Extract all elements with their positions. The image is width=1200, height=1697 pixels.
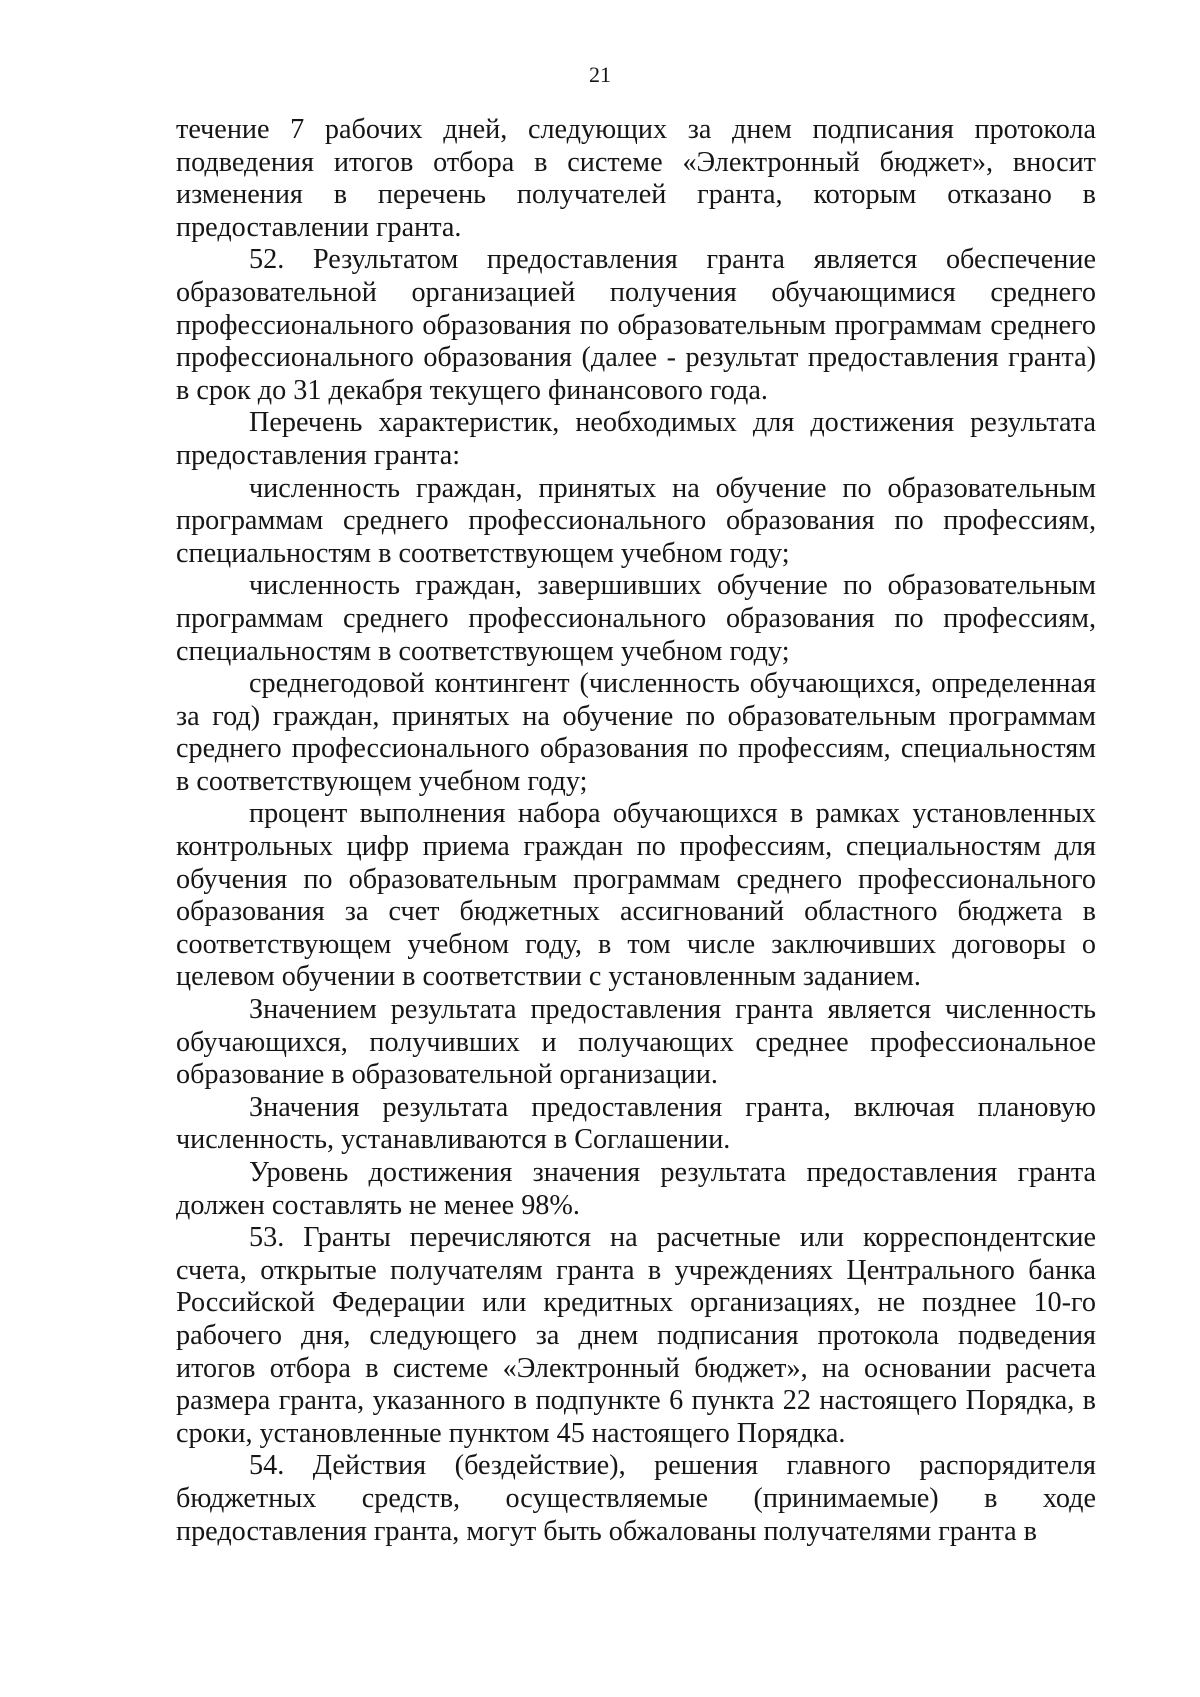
- paragraph-item-53: 53. Гранты перечисляются на расчетные или корреспондентские счета, открытые получателям гранта в учреждениях Центрального банка Российской Федерации или кредитных организациях, не позднее 10-го рабочего дня, следующего за днем подписания протокола подведения итогов отбора в системе «Электронный бюджет», на основании расчета размера гранта, указанного в подпункте 6 пункта 22 настоящего Порядка, в сроки, установленные пунктом 45 настоящего Порядка.: [176, 1222, 1096, 1449]
- document-body: [176, 114, 1096, 1548]
- paragraph-characteristic-graduated: численность граждан, завершивших обучение по образовательным программам среднего профессионального образования по профессиям, специальностям в соответствующем учебном году;: [176, 570, 1096, 667]
- paragraph-characteristic-enrollment-percent: процент выполнения набора обучающихся в рамках установленных контрольных цифр приема граждан по профессиям, специальностям для обучения по образовательным программам среднего профессионального образования за счет бюджетных ассигнований областного бюджета в соответствующем учебном году, в том числе заключивших договоры о целевом обучении в соответствии с установленным заданием.: [176, 798, 1096, 993]
- paragraph-result-values-agreement: Значения результата предоставления гранта, включая плановую численность, устанавливаются в Соглашении.: [176, 1091, 1096, 1156]
- paragraph-item-54: 54. Действия (бездействие), решения главного распорядителя бюджетных средств, осуществляемые (принимаемые) в ходе предоставления гранта, могут быть обжалованы получателями гранта в: [176, 1450, 1096, 1547]
- paragraph-characteristic-average-contingent: среднегодовой контингент (численность обучающихся, определенная за год) граждан, принятых на обучение по образовательным программам среднего профессионального образования по профессиям, специальностям в соответствующем учебном году;: [176, 668, 1096, 797]
- paragraph-continuation: течение 7 рабочих дней, следующих за днем подписания протокола подведения итогов отбора в системе «Электронный бюджет», вносит изменения в перечень получателей гранта, которым отказано в предоставлении гранта.: [176, 114, 1096, 243]
- paragraph-achievement-level: Уровень достижения значения результата предоставления гранта должен составлять не менее 98%.: [176, 1157, 1096, 1221]
- page-number: 21: [589, 62, 611, 87]
- paragraph-characteristic-admitted: численность граждан, принятых на обучение по образовательным программам среднего профессионального образования по профессиям, специальностям в соответствующем учебном году;: [176, 472, 1096, 569]
- paragraph-item-52: 52. Результатом предоставления гранта является обеспечение образовательной организацией получения обучающимися среднего профессионального образования по образовательным программам среднего профессионального образования (далее - результат предоставления гранта) в срок до 31 декабря текущего финансового года.: [176, 244, 1096, 406]
- paragraph-characteristics-intro: Перечень характеристик, необходимых для достижения результата предоставления гранта:: [176, 407, 1096, 471]
- paragraph-result-value: Значением результата предоставления гранта является численность обучающихся, получивших и получающих среднее профессиональное образование в образовательной организации.: [176, 994, 1096, 1091]
